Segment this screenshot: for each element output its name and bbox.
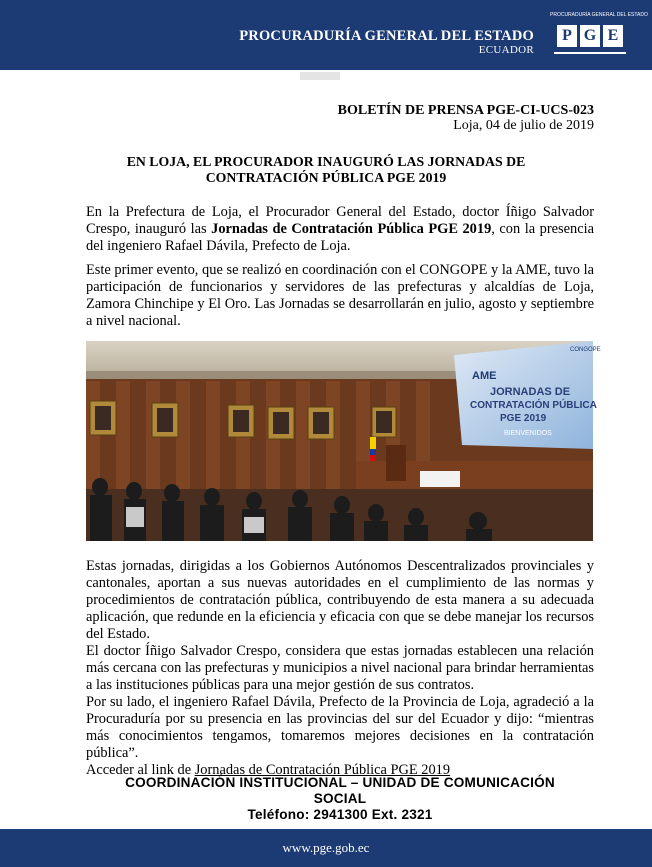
unit-line-2: SOCIAL [313, 791, 367, 806]
bulletin-place-date: Loja, 04 de julio de 2019 [453, 118, 594, 133]
photo-screen-title-3: PGE 2019 [500, 413, 547, 424]
website-url[interactable]: www.pge.gob.ec [282, 840, 370, 855]
paragraph-intro-text: En la Prefectura de Loja, el Procurador General del Estado, doctor Íñigo Salvador Crespo, inauguró las [86, 204, 594, 237]
event-photo [86, 341, 601, 541]
paragraph-prefecto: Por su lado, el ingeniero Rafael Dávila, Prefecto de la Provincia de Loja, agradeció a la Procuraduría por su presencia en las provincias del sur del Ecuador y dijo: “mientras más conocimientos tengamos, tomaremos mejores decisiones en la contratación pública”. [86, 694, 594, 761]
paragraph-event: Este primer evento, que se realizó en coordinación con el CONGOPE y la AME, tuvo la participación de funcionarios y servidores de las prefecturas y alcaldías de Loja, Zamora Chinchipe y El Oro. Las Jornadas se desarrollarán en julio, agosto y septiembre a nivel nacional. [86, 262, 594, 329]
paragraph-purpose: Estas jornadas, dirigidas a los Gobiernos Autónomos Descentralizados provinciales y cantonales, aportan a sus nuevas autoridades en el cumplimiento de las normas y procedimientos de contratación pública, contribuyendo de esta manera a su adecuada aplicación, que redunde en la eficiencia y eficacia con que se debe manejar los recursos del Estado. [86, 558, 594, 642]
footer-bar [0, 829, 652, 867]
logo-letter-e: E [603, 25, 623, 47]
paragraph-intro-tail: , con la presencia del ingeniero Rafael Dávila, Prefecto de Loja. [86, 221, 594, 254]
photo-screen-logo: AME [472, 370, 497, 382]
press-headline: EN LOJA, EL PROCURADOR INAUGURÓ LAS JORNADAS DE CONTRATACIÓN PÚBLICA PGE 2019 [126, 154, 526, 185]
paragraph-intro [86, 204, 594, 255]
logo-letter-p: P [557, 25, 577, 47]
faded-stamp [300, 72, 340, 80]
photo-screen-corner: CONGOPE [570, 347, 601, 353]
logo-letters [557, 25, 623, 47]
unit-line-1: COORDINACIÓN INSTITUCIONAL – UNIDAD DE COMUNICACIÓN [125, 775, 555, 790]
bulletin-code: BOLETÍN DE PRENSA PGE-CI-UCS-023 [337, 103, 594, 118]
institution-name: PROCURADURÍA GENERAL DEL ESTADO [239, 28, 534, 44]
communication-unit [86, 775, 594, 823]
event-photo-illustration [86, 341, 601, 541]
paragraph-body [86, 558, 594, 779]
header-bar [0, 0, 652, 70]
pge-logo [550, 12, 648, 58]
institution-country: ECUADOR [478, 44, 534, 56]
event-name-bold: Jornadas de Contratación Pública PGE 2019 [211, 221, 492, 237]
paragraph-procurador: El doctor Íñigo Salvador Crespo, considera que estas jornadas establecen una relación más cercana con las prefecturas y municipios a nivel nacional para brindar herramientas a las instituciones públicas para una mejor gestión de sus contratos. [86, 643, 594, 693]
jornadas-link[interactable]: Jornadas de Contratación Pública PGE 2019 [194, 762, 451, 778]
link-prefix: Acceder al link de [86, 762, 195, 778]
phone-number: Teléfono: 2941300 Ext. 2321 [247, 807, 433, 822]
logo-letter-g: G [580, 25, 600, 47]
photo-screen-title-1: JORNADAS DE [490, 386, 571, 398]
photo-screen-welcome: BIENVENIDOS [504, 430, 552, 437]
logo-caption: PROCURADURÍA GENERAL DEL ESTADO [550, 12, 648, 18]
photo-screen-title-2: CONTRATACIÓN PÚBLICA [470, 400, 597, 411]
logo-underline [554, 52, 626, 54]
